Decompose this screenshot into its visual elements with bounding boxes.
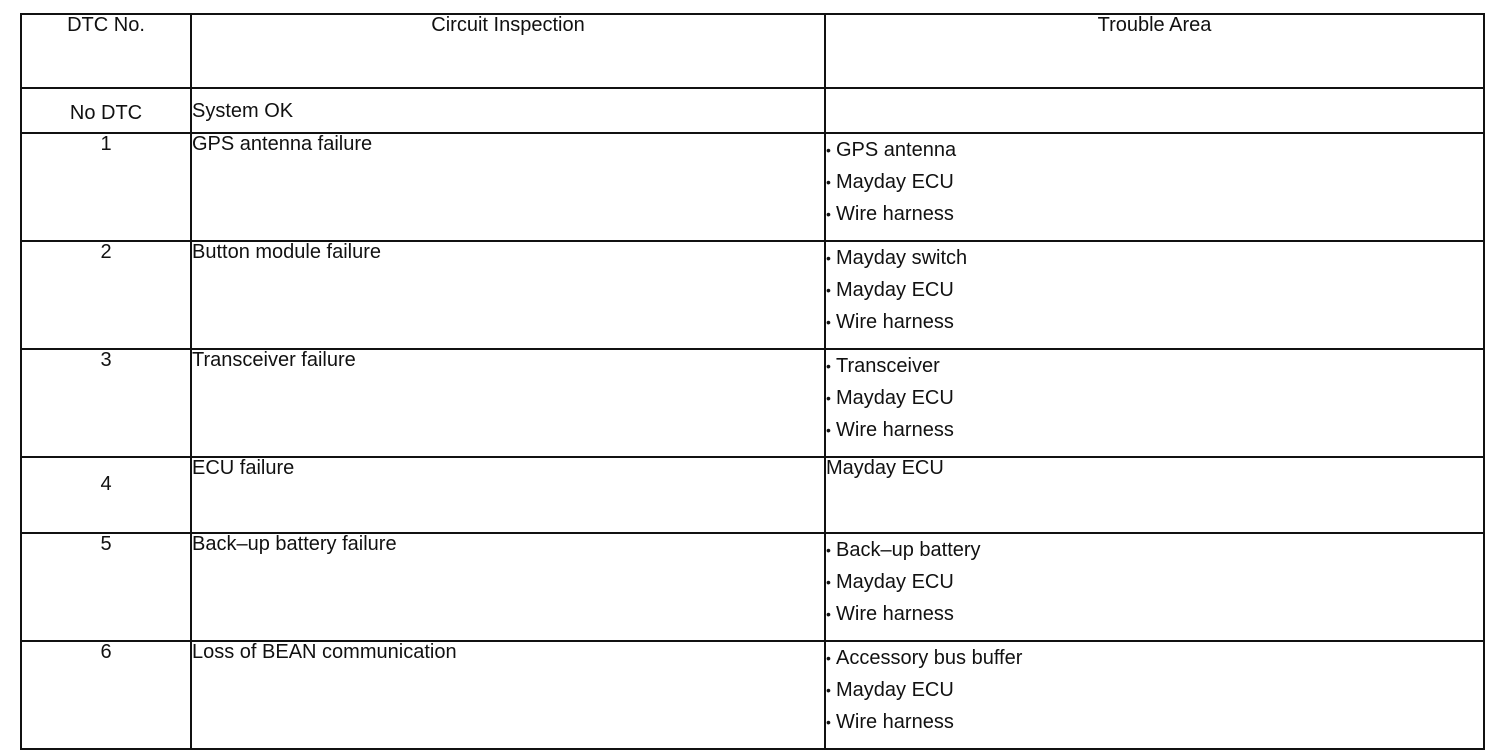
trouble-item: Mayday ECU [836,387,954,409]
table-row [21,241,1484,349]
dtc-cell: 1 [21,133,191,241]
circuit-cell: Back–up battery failure [191,533,825,641]
list-item [826,414,1483,446]
table-row [21,457,1484,533]
trouble-list [826,350,1483,446]
dtc-cell: 6 [21,641,191,749]
circuit-cell: Transceiver failure [191,349,825,457]
bullet-icon: • [826,650,831,666]
trouble-cell: Mayday ECU [825,457,1484,533]
list-item [826,350,1483,382]
table-row [21,88,1484,133]
bullet-icon: • [826,358,831,374]
trouble-list [826,134,1483,230]
list-item [826,166,1483,198]
trouble-item: GPS antenna [836,139,957,161]
table-row [21,533,1484,641]
dtc-cell: 2 [21,241,191,349]
trouble-list [826,642,1483,738]
list-item [826,534,1483,566]
dtc-table [20,13,1485,750]
list-item [826,306,1483,338]
bullet-icon: • [826,174,831,190]
list-item [826,674,1483,706]
trouble-item: Mayday ECU [836,171,954,193]
list-item [826,134,1483,166]
list-item [826,382,1483,414]
trouble-cell [825,241,1484,349]
trouble-item: Transceiver [836,355,940,377]
list-item [826,242,1483,274]
bullet-icon: • [826,314,831,330]
list-item [826,566,1483,598]
bullet-icon: • [826,206,831,222]
trouble-cell [825,349,1484,457]
trouble-cell [825,641,1484,749]
bullet-icon: • [826,282,831,298]
header-trouble-area: Trouble Area [825,14,1484,88]
bullet-icon: • [826,390,831,406]
list-item [826,642,1483,674]
trouble-list [826,242,1483,338]
trouble-item: Wire harness [836,203,954,225]
table-row [21,641,1484,749]
trouble-item: Wire harness [836,419,954,441]
bullet-icon: • [826,606,831,622]
header-circuit-inspection: Circuit Inspection [191,14,825,88]
bullet-icon: • [826,250,831,266]
list-item [826,706,1483,738]
trouble-item: Mayday ECU [836,679,954,701]
dtc-cell: 5 [21,533,191,641]
table-row [21,133,1484,241]
dtc-cell: No DTC [21,88,191,133]
trouble-item: Accessory bus buffer [836,647,1023,669]
trouble-item: Back–up battery [836,539,981,561]
trouble-cell [825,88,1484,133]
trouble-cell [825,533,1484,641]
circuit-cell: Button module failure [191,241,825,349]
list-item [826,198,1483,230]
dtc-cell: 3 [21,349,191,457]
trouble-item: Wire harness [836,711,954,733]
circuit-cell: Loss of BEAN communication [191,641,825,749]
table-row [21,349,1484,457]
trouble-item: Mayday ECU [836,279,954,301]
bullet-icon: • [826,142,831,158]
bullet-icon: • [826,682,831,698]
bullet-icon: • [826,542,831,558]
circuit-cell: ECU failure [191,457,825,533]
trouble-cell [825,133,1484,241]
list-item [826,598,1483,630]
bullet-icon: • [826,714,831,730]
trouble-item: Mayday switch [836,247,968,269]
header-dtc-no: DTC No. [21,14,191,88]
circuit-cell: GPS antenna failure [191,133,825,241]
dtc-cell: 4 [21,457,191,533]
bullet-icon: • [826,422,831,438]
trouble-item: Wire harness [836,603,954,625]
trouble-list [826,534,1483,630]
trouble-item: Wire harness [836,311,954,333]
trouble-item: Mayday ECU [836,571,954,593]
header-row [21,14,1484,88]
list-item [826,274,1483,306]
bullet-icon: • [826,574,831,590]
circuit-cell: System OK [191,88,825,133]
